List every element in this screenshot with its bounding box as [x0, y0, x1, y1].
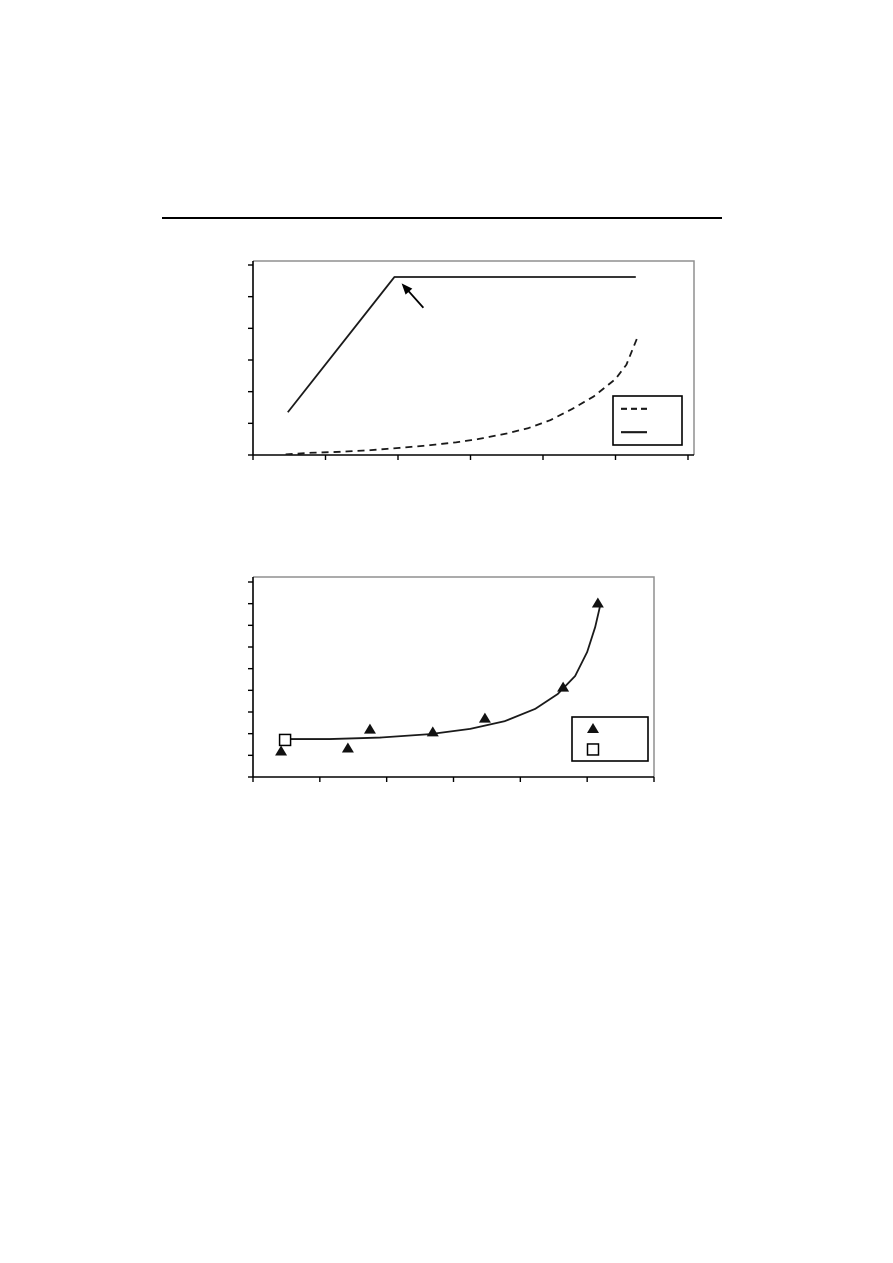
filled-triangle-marker	[427, 726, 439, 736]
filled-triangle-marker	[275, 746, 287, 756]
filled-triangle-marker	[592, 598, 604, 608]
legend-frame	[572, 717, 648, 761]
series-solid-line	[288, 277, 636, 412]
open-square-marker	[588, 744, 599, 755]
legend-frame	[613, 396, 682, 445]
series-fit-curve	[288, 607, 600, 739]
annotation-arrow-shaft	[407, 289, 423, 307]
legend-box	[572, 717, 648, 761]
legend-box	[613, 396, 682, 445]
filled-triangle-marker	[479, 713, 491, 723]
open-square-marker	[280, 734, 291, 745]
filled-triangle-marker	[342, 742, 354, 752]
series-dashed-curve	[286, 338, 638, 455]
filled-triangle-marker	[364, 724, 376, 734]
top-line-chart	[248, 261, 694, 460]
bottom-scatter-chart	[248, 577, 654, 782]
